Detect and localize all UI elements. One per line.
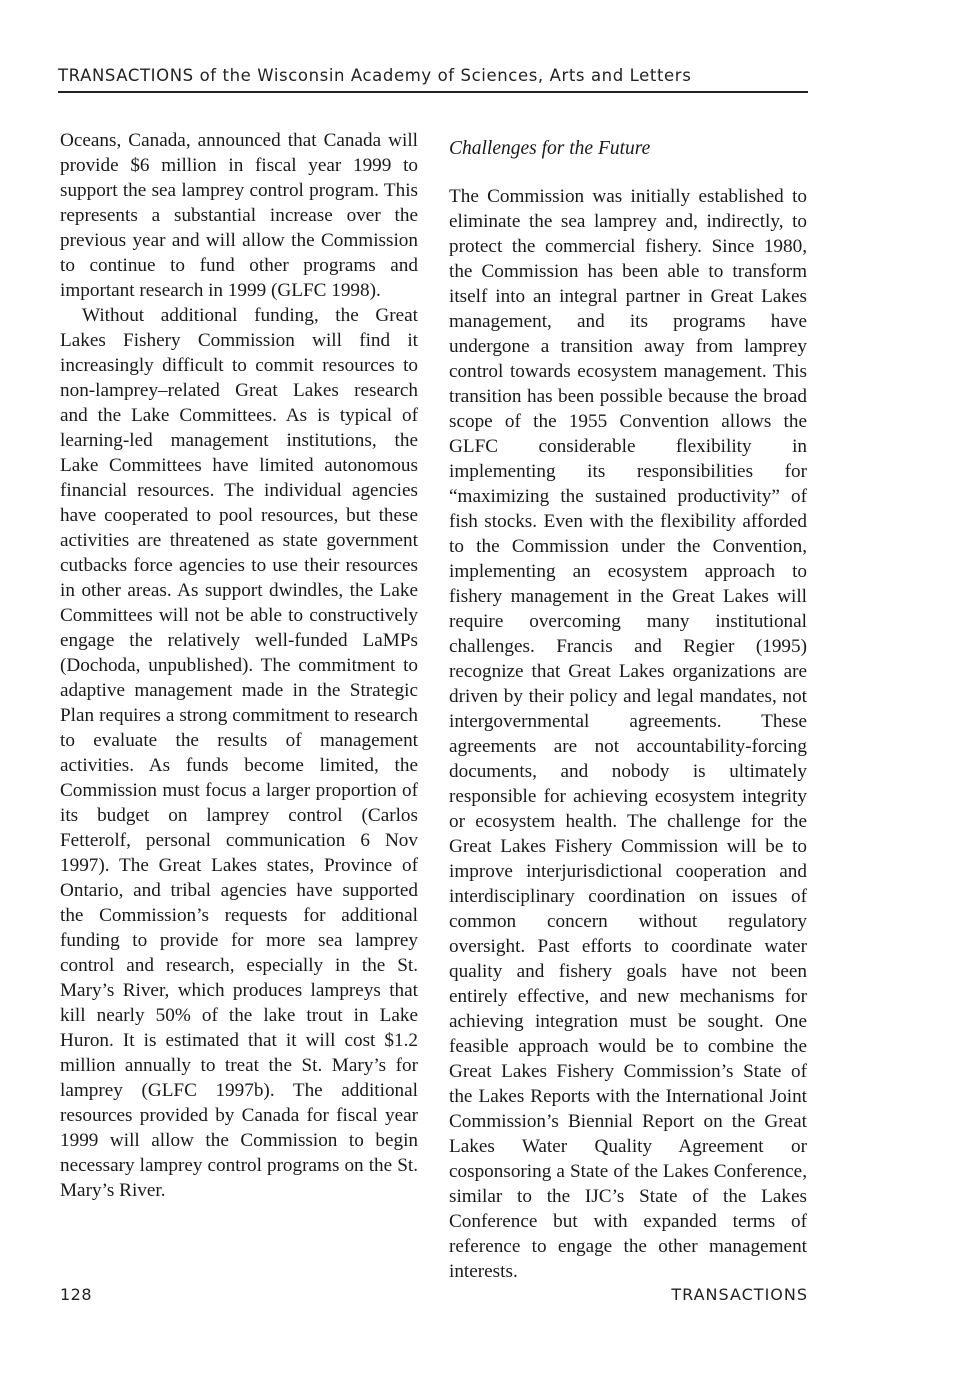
paragraph: Without additional funding, the Great Lakes Fishery Commission will find it increasingly difficult to commit resources to non-lamprey–related Great Lakes research and the Lake Committees. As is typical of learning-led management institutions, the Lake Committees have limited autonomous financial resources. The individual agencies have cooperated to pool resources, but these activities are threatened as state government cutbacks force agencies to use their resources in other areas. As support dwindles, the Lake Committees will not be able to constructively engage the relatively well-funded LaMPs (Dochoda, unpublished). The commitment to adaptive management made in the Strategic Plan requires a strong commitment to research to evaluate the results of management activities. As funds become limited, the Commission must focus a larger proportion of its budget on lamprey control (Carlos Fetterolf, personal communication 6 Nov 1997). The Great Lakes states, Province of Ontario, and tribal agencies have supported the Commission’s requests for additional funding to provide for more sea lamprey control and research, especially in the St. Mary’s River, which produces lampreys that kill nearly 50% of the lake trout in Lake Huron. It is estimated that it will cost $1.2 million annually to treat the St. Mary’s for lamprey (GLFC 1997b). The additional resources provided by Canada for fiscal year 1999 will allow the Commission to begin necessary lamprey control programs on the St. Mary’s River. — [60, 305, 418, 1201]
paragraph: The Commission was initially established to eliminate the sea lamprey and, indirectly, to protect the commercial fishery. Since 1980, the Commission has been able to transform itself into an integral partner in Great Lakes management, and its programs have undergone a transition away from lamprey control towards ecosystem management. This transition has been possible because the broad scope of the 1955 Convention allows the GLFC considerable flexibility in implementing its responsibilities for “maximizing the sustained productivity” of fish stocks. Even with the flexibility afforded to the Commission under the Convention, implementing an ecosystem approach to fishery management in the Great Lakes will require overcoming many institutional challenges. Francis and Regier (1995) recognize that Great Lakes organizations are driven by their policy and legal mandates, not intergovernmental agreements. These agreements are not accountability-forcing documents, and nobody is ultimately responsible for achieving ecosystem integrity or ecosystem health. The challenge for the Great Lakes Fishery Commission will be to improve interjurisdictional cooperation and interdisciplinary coordination on issues of common concern without regulatory oversight. Past efforts to coordinate water quality and fishery goals have not been entirely effective, and new mechanisms for achieving integration must be sought. One feasible approach would be to combine the Great Lakes Fishery Commission’s State of the Lakes Reports with the International Joint Commission’s Biennial Report on the Great Lakes Water Quality Agreement or cosponsoring a State of the Lakes Conference, similar to the IJC’s State of the Lakes Conference but with expanded terms of reference to engage the other management interests. — [449, 186, 807, 1282]
page-number: 128 — [60, 1285, 93, 1304]
left-column — [60, 128, 418, 1203]
header-rule — [58, 91, 808, 93]
section-heading: Challenges for the Future — [449, 138, 651, 159]
journal-footer: TRANSACTIONS — [671, 1285, 808, 1304]
paragraph: Oceans, Canada, announced that Canada will provide $6 million in fiscal year 1999 to support the sea lamprey control program. This represents a substantial increase over the previous year and will allow the Commission to continue to fund other programs and important research in 1999 (GLFC 1998). — [60, 130, 418, 301]
right-column — [449, 128, 807, 1284]
running-head: TRANSACTIONS of the Wisconsin Academy of Sciences, Arts and Letters — [58, 66, 692, 85]
